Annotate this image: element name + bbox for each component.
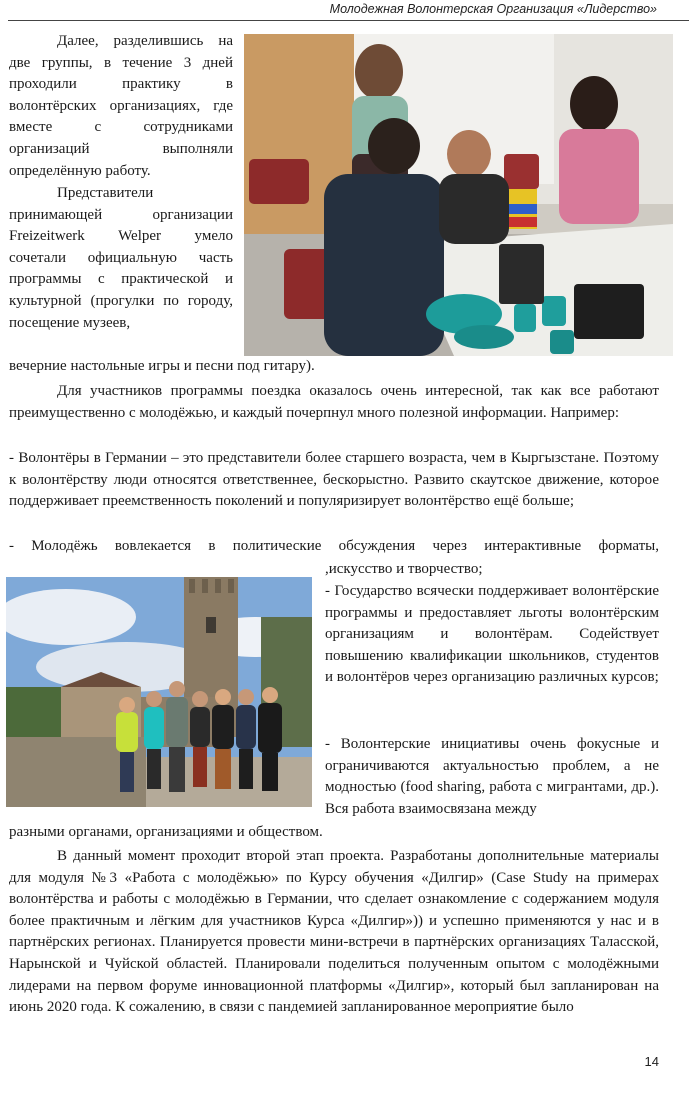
header-rule [8,20,689,21]
tower-photo-image [6,577,312,807]
meeting-photo-image [244,34,673,356]
paragraph-youth-politics [9,536,659,558]
tower-photo [6,577,312,807]
page-header [0,0,697,22]
paragraph-host-continued-text: вечерние настольные игры и песни под гитару). [9,358,315,374]
paragraph-germany-volunteers [9,448,659,513]
paragraph-initiatives-continued-text: разными органами, организациями и обществом. [9,824,323,840]
paragraph-impressions [9,381,659,424]
meeting-photo [244,34,673,356]
paragraph-state-support [325,581,659,689]
paragraph-practice [9,31,233,182]
paragraph-second-stage [9,846,659,1019]
paragraph-practice-text: Далее, разделившись на две группы, в течение 3 дней проходили практику в волонтёрских организациях, где вместе с сотрудниками организаций выполняли определённую работу. [9,33,233,179]
paragraph-initiatives-text: - Волонтерские инициативы очень фокусные и ограничиваются актуальностью проблем, а не модностью (food sharing, работа с мигрантами, др.). Вся работа взаимосвязана между [325,736,659,817]
paragraph-youth-politics-continued-text: ,искусство и творчество; [325,561,483,577]
paragraph-host-text: Представители принимающей организации Freizeitwerk Welper умело сочетали официальную часть программы с практической и культурной (прогулки по городу, посещение музеев, [9,185,233,331]
paragraph-initiatives [325,734,659,820]
page-number: 14 [644,1054,659,1069]
paragraph-impressions-text: Для участников программы поездка оказалось очень интересной, так как все работают преимущественно с молодёжью, и каждый почерпнул много полезной информации. Например: [9,383,659,421]
header-title: Молодежная Волонтерская Организация «Лидерство» [329,2,657,16]
paragraph-host-continued [9,356,659,378]
paragraph-initiatives-continued [9,822,659,844]
paragraph-host [9,183,233,334]
paragraph-second-stage-text: В данный момент проходит второй этап проекта. Разработаны дополнительные материалы для модуля №3 «Работа с молодёжью» по Курсу обучения «Дилгир» (Case Study на примерах волонтёрства и работы с молодёжью в Германии, что сделает ознакомление с содержанием модуля более практичным и лёгким для участников Курса «Дилгир»)) и успешно применяются у нас и в партнёрских регионах. Планируется провести мини-встречи в партнёрских организациях Таласской, Нарынской и Чуйской областей. Планировали поделиться полученным опытом с молодёжными лидерами на первом форуме инновационной платформы «Дилгир», который был запланирован на июнь 2020 года. К сожалению, в связи с пандемией запланированное мероприятие было [9,848,659,1016]
paragraph-germany-volunteers-text: - Волонтёры в Германии – это представители более старшего возраста, чем в Кыргызстане. Поэтому к волонтёрству люди относятся ответственнее, бескорыстно. Развито скаутское движение, которое поддерживает преемственность поколений и популяризирует волонтёрство ещё больше; [9,450,659,510]
paragraph-state-support-text: - Государство всячески поддерживает волонтёрские программы и предоставляет льготы волонтёрским организациям и волонтёрам. Содействует повышению квалификации школьников, студентов и волонтёров через организацию различных курсов; [325,583,659,686]
paragraph-youth-politics-continued [325,559,659,581]
paragraph-youth-politics-text: - Молодёжь вовлекается в политические обсуждения через интерактивные форматы, [9,538,659,554]
